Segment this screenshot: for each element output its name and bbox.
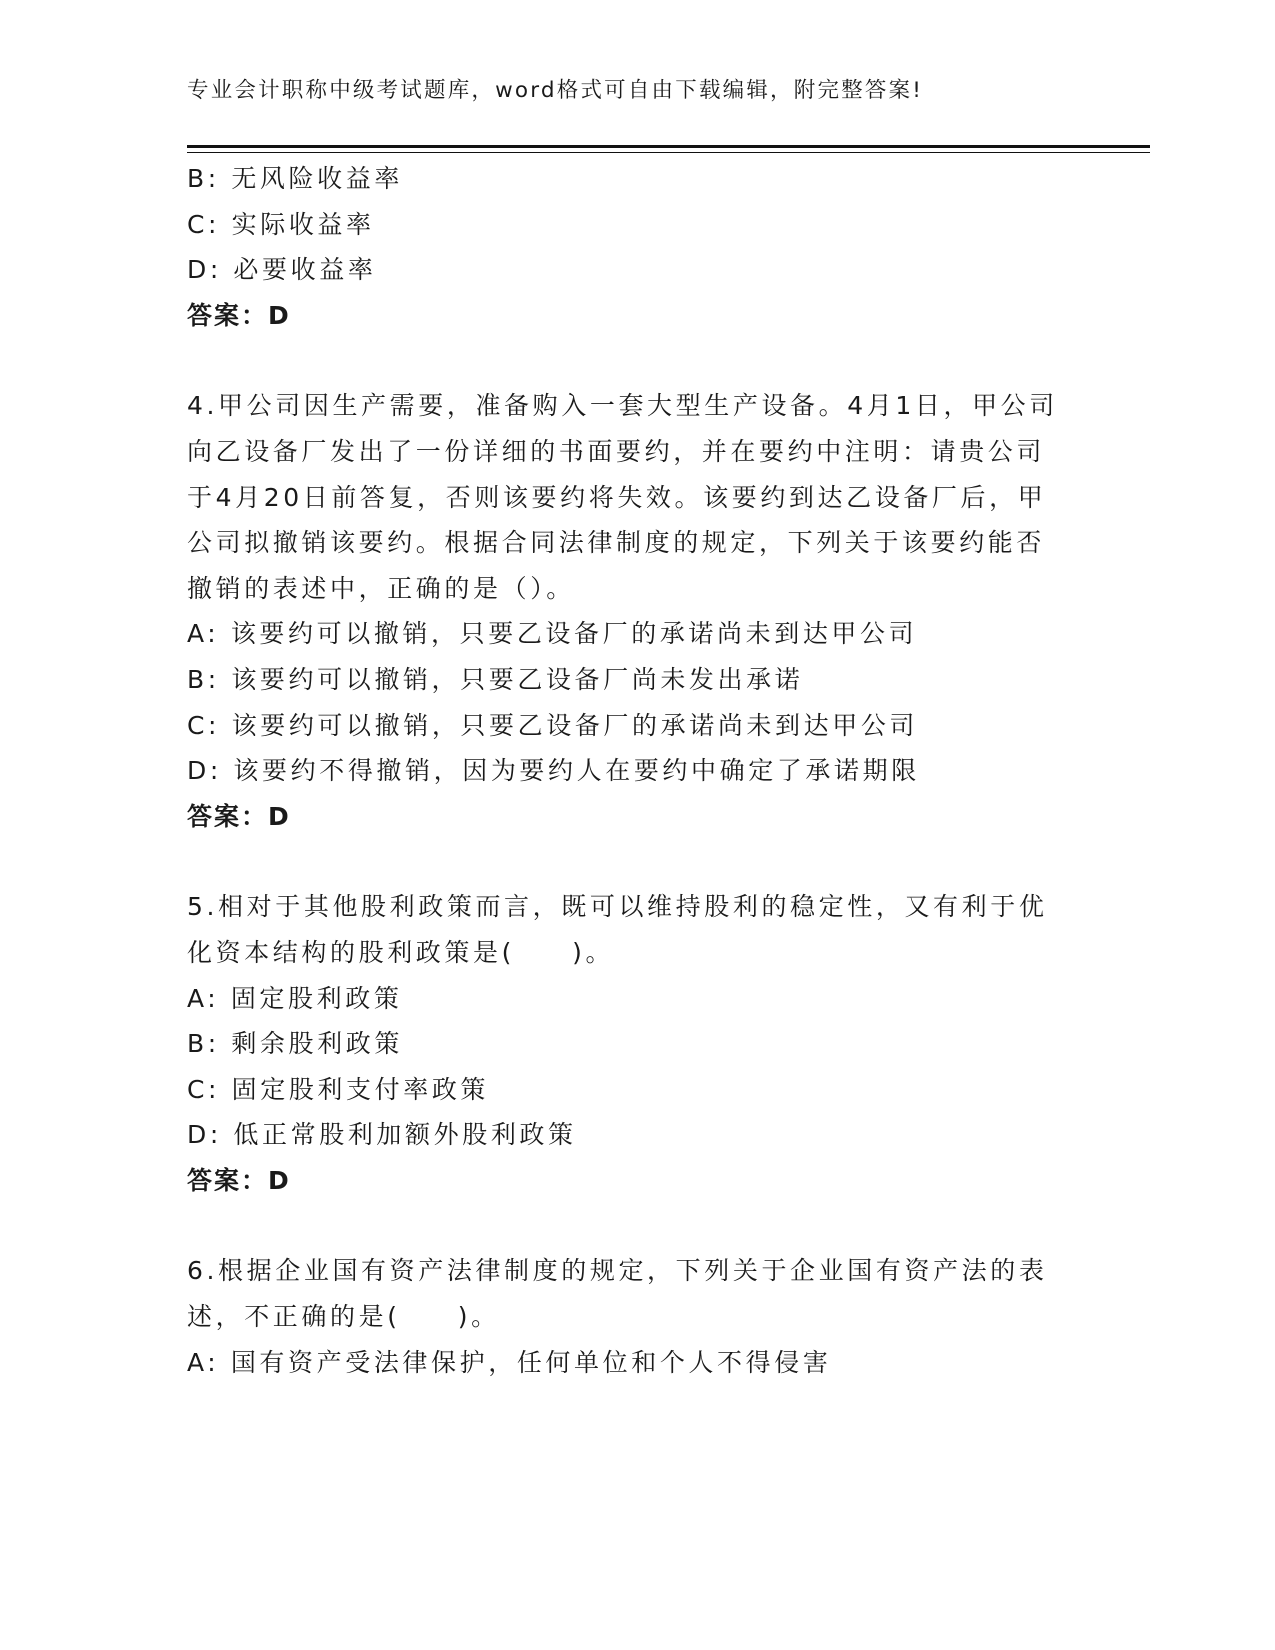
page-header: 专业会计职称中级考试题库，word格式可自由下载编辑，附完整答案! xyxy=(187,78,924,103)
header-rule-thick xyxy=(187,145,1150,148)
spacer xyxy=(187,1203,1087,1248)
question-stem xyxy=(187,884,1087,975)
option-a: A: 固定股利政策 xyxy=(187,983,403,1013)
question-stem xyxy=(187,1248,1087,1339)
option-d: D: 必要收益率 xyxy=(187,255,377,285)
option-d: D: 该要约不得撤销，因为要约人在要约中确定了承诺期限 xyxy=(187,756,920,786)
stem-line: 化资本结构的股利政策是( )。 xyxy=(187,937,615,967)
stem-line: 公司拟撤销该要约。根据合同法律制度的规定，下列关于该要约能否 xyxy=(187,528,1046,558)
stem-line: 6.根据企业国有资产法律制度的规定，下列关于企业国有资产法的表 xyxy=(187,1256,1048,1286)
stem-line: 向乙设备厂发出了一份详细的书面要约，并在要约中注明：请贵公司 xyxy=(187,436,1046,466)
header-rule-thin xyxy=(187,152,1150,153)
stem-line: 撤销的表述中，正确的是（）。 xyxy=(187,573,575,603)
option-c: C: 固定股利支付率政策 xyxy=(187,1074,490,1104)
answer: 答案：D xyxy=(187,300,291,330)
option-b: B: 该要约可以撤销，只要乙设备厂尚未发出承诺 xyxy=(187,664,804,694)
document-body xyxy=(187,156,1087,1385)
question-3-continued xyxy=(187,156,1087,338)
stem-line: 5.相对于其他股利政策而言，既可以维持股利的稳定性，又有利于优 xyxy=(187,892,1048,922)
stem-line: 4.甲公司因生产需要，准备购入一套大型生产设备。4月1日，甲公司 xyxy=(187,391,1058,421)
stem-line: 述，不正确的是( )。 xyxy=(187,1302,500,1332)
option-b: B: 无风险收益率 xyxy=(187,164,403,193)
answer: 答案：D xyxy=(187,1165,291,1195)
question-6 xyxy=(187,1248,1087,1385)
spacer xyxy=(187,839,1087,884)
question-stem xyxy=(187,383,1087,611)
stem-line: 于4月20日前答复，否则该要约将失效。该要约到达乙设备厂后，甲 xyxy=(187,482,1047,512)
option-c: C: 实际收益率 xyxy=(187,209,375,239)
question-5 xyxy=(187,884,1087,1203)
question-4 xyxy=(187,383,1087,839)
option-a: A: 该要约可以撤销，只要乙设备厂的承诺尚未到达甲公司 xyxy=(187,619,918,649)
spacer xyxy=(187,338,1087,383)
option-a: A: 国有资产受法律保护，任何单位和个人不得侵害 xyxy=(187,1347,832,1377)
option-b: B: 剩余股利政策 xyxy=(187,1029,403,1059)
option-d: D: 低正常股利加额外股利政策 xyxy=(187,1120,577,1150)
answer: 答案：D xyxy=(187,801,291,831)
option-c: C: 该要约可以撤销，只要乙设备厂的承诺尚未到达甲公司 xyxy=(187,710,919,740)
